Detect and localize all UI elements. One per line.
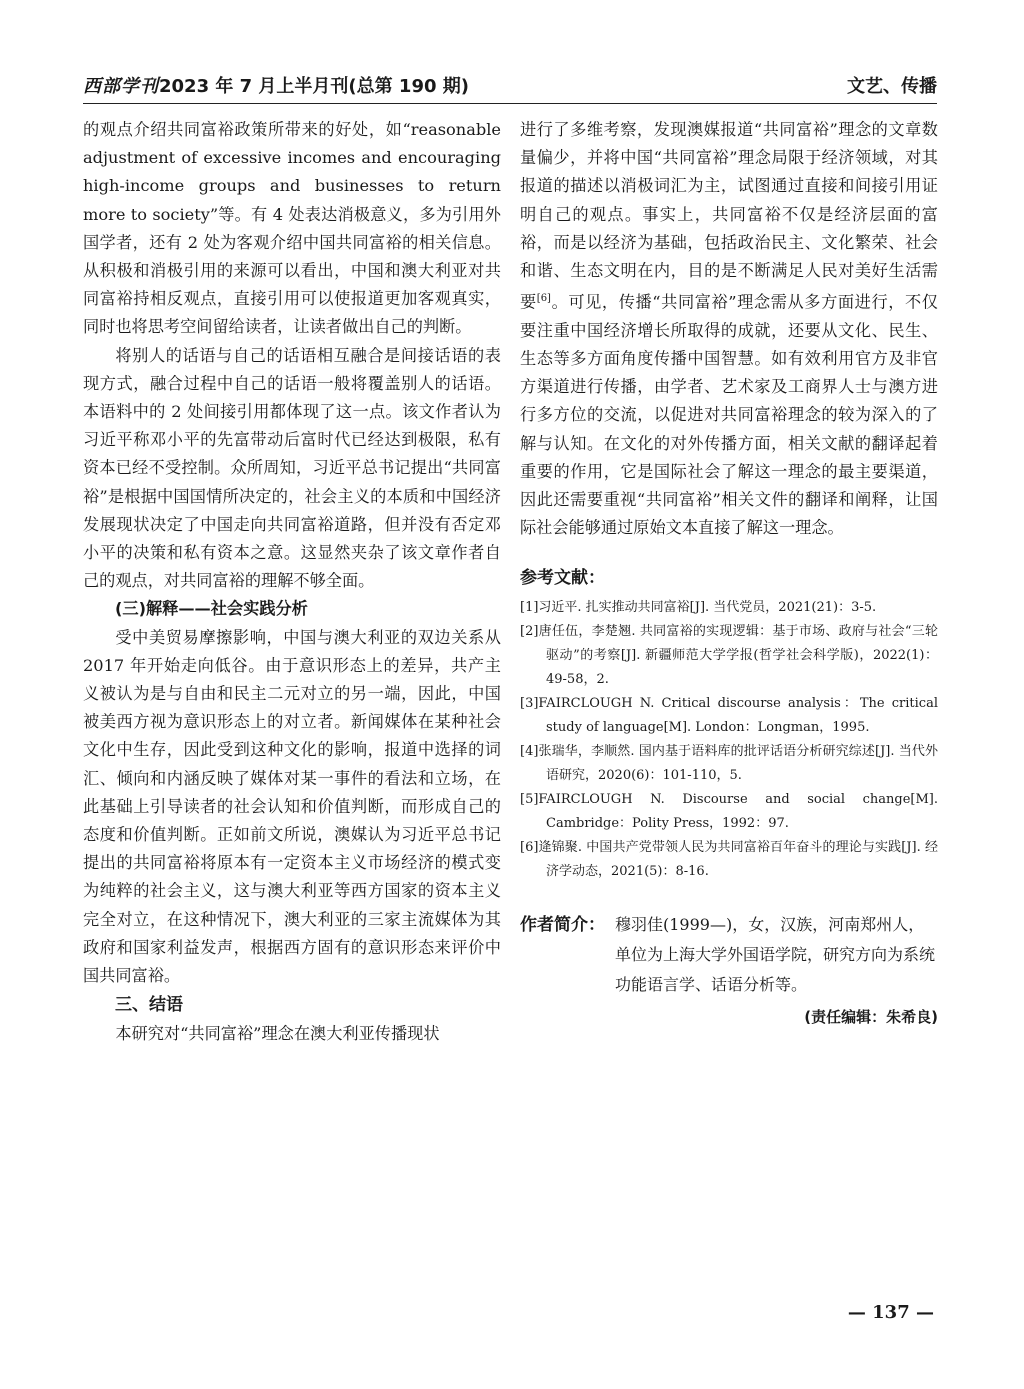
citation-ref: [6] bbox=[536, 293, 551, 305]
page-number: — 137 — bbox=[847, 1302, 934, 1323]
editor-credit: (责任编辑：朱希良) bbox=[804, 1008, 938, 1027]
reference-item: [6]逄锦聚. 中国共产党带领人民为共同富裕百年奋斗的理论与实践[J]. 经济学动态，2021(5)：8-16. bbox=[520, 840, 938, 880]
section-heading: 三、结语 bbox=[115, 995, 183, 1016]
text-run: 。可见，传播“共同富裕”理念需从多方面进行，不仅要注重中国经济增长所取得的成就，还要从文化、民生、生态等多方面角度传播中国智慧。如有效利用官方及非官方渠道进行传播，由学者、艺术家及工商界人士与澳方进行多方位的交流，以促进对共同富裕理念的较为深入的了解与认知。在文化的对外传播方面，相关文献的翻译起着重要的作用，它是国际社会了解这一理念的最主要渠道，因此还需要重视“共同富裕”相关文件的翻译和阐释，让国际社会能够通过原始文本直接了解这一理念。 bbox=[520, 292, 938, 538]
paragraph: 本研究对“共同富裕”理念在澳大利亚传播现状 bbox=[115, 1024, 440, 1044]
right-column bbox=[520, 116, 938, 1027]
text-run: 进行了多维考察，发现澳媒报道“共同富裕”理念的文章数量偏少，并将中国“共同富裕”理念局限于经济领域，对其报道的描述以消极词汇为主，试图通过直接和间接引用证明自己的观点。事实上，共同富裕不仅是经济层面的富裕，而是以经济为基础，包括政治民主、文化繁荣、社会和谐、生态文明在内，目的是不断满足人民对美好生活需要 bbox=[520, 120, 938, 312]
paragraph: 将别人的话语与自己的话语相互融合是间接话语的表现方式，融合过程中自己的话语一般将覆盖别人的话语。本语料中的 2 处间接引用都体现了这一点。该文作者认为习近平称邓小平的先富带动后富时代已经达到极限，私有资本已经不受控制。众所周知，习近平总书记提出“共同富裕”是根据中国国情所决定的，社会主义的本质和中国经济发展现状决定了中国走向共同富裕道路，但并没有否定邓小平的决策和私有资本之意。这显然夹杂了该文章作者自己的观点，对共同富裕的理解不够全面。 bbox=[83, 345, 501, 591]
reference-item: [4]张瑞华，李顺然. 国内基于语料库的批评话语分析研究综述[J]. 当代外语研究，2020(6)：101-110，5. bbox=[520, 744, 938, 784]
reference-item: [2]唐任伍，李楚翘. 共同富裕的实现逻辑：基于市场、政府与社会“三轮驱动”的考察[J]. 新疆师范大学学报(哲学社会科学版)，2022(1)：49-58，2. bbox=[520, 624, 938, 688]
reference-item: [5]FAIRCLOUGH N. Discourse and social change[M]. Cambridge：Polity Press，1992：97. bbox=[520, 792, 938, 832]
running-header bbox=[83, 72, 937, 100]
author-bio bbox=[520, 910, 938, 1000]
header-rule bbox=[83, 103, 937, 104]
paragraph: 受中美贸易摩擦影响，中国与澳大利亚的双边关系从 2017 年开始走向低谷。由于意识形态上的差异，共产主义被认为是与自由和民主二元对立的另一端，因此，中国被美西方视为意识形态上的对立者。新闻媒体在某种社会文化中生存，因此受到这种文化的影响，报道中选择的词汇、倾向和内涵反映了媒体对某一事件的看法和立场，在此基础上引导读者的社会认知和价值判断，而形成自己的态度和价值判断。正如前文所说，澳媒认为习近平总书记提出的共同富裕将原本有一定资本主义市场经济的模式变为纯粹的社会主义，这与澳大利亚等西方国家的资本主义完全对立，在这种情况下，澳大利亚的三家主流媒体为其政府和国家利益发声，根据西方固有的意识形态来评价中国共同富裕。 bbox=[83, 627, 501, 986]
issue-label: 2023 年 7 月上半月刊(总第 190 期) bbox=[159, 76, 469, 97]
reference-item: [1]习近平. 扎实推动共同富裕[J]. 当代党员，2021(21)：3-5. bbox=[520, 600, 877, 616]
paragraph bbox=[520, 116, 938, 542]
subsection-heading: (三)解释——社会实践分析 bbox=[115, 599, 308, 619]
section-tag: 文艺、传播 bbox=[847, 76, 937, 97]
references-heading: 参考文献： bbox=[520, 568, 605, 589]
reference-list bbox=[520, 596, 938, 884]
reference-item: [3]FAIRCLOUGH N. Critical discourse analysis：The critical study of language[M]. London：Longman，1995. bbox=[520, 696, 938, 736]
journal-issue bbox=[83, 72, 469, 98]
author-bio-label: 作者简介： bbox=[520, 915, 605, 936]
left-column bbox=[83, 116, 501, 1049]
author-bio-text: 穆羽佳(1999—)，女，汉族，河南郑州人，单位为上海大学外国语学院，研究方向为系统功能语言学、话语分析等。 bbox=[615, 915, 936, 995]
paragraph: 的观点介绍共同富裕政策所带来的好处，如“reasonable adjustment of excessive incomes and encouraging high-income groups and businesses to return more to society”等。有 4 处表达消极意义，多为引用外国学者，还有 2 处为客观介绍中国共同富裕的相关信息。从积极和消极引用的来源可以看出，中国和澳大利亚对共同富裕持相反观点，直接引用可以使报道更加客观真实，同时也将思考空间留给读者，让读者做出自己的判断。 bbox=[83, 120, 501, 337]
journal-logo: 西部学刊 bbox=[83, 76, 159, 97]
